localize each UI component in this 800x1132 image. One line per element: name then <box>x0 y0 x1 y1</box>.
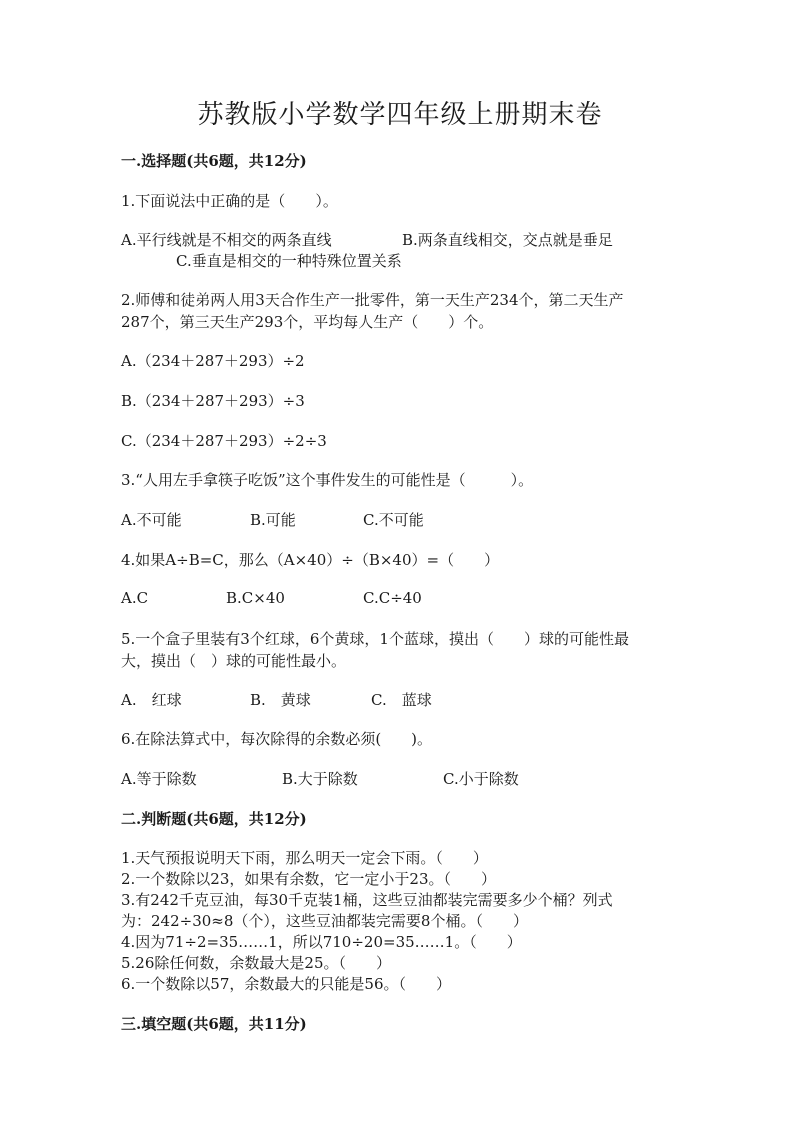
section-1-heading: 一.选择题(共6题，共12分) <box>121 152 307 170</box>
q5-option-c: C. 蓝球 <box>371 691 432 709</box>
q3-stem: 3.“人用左手拿筷子吃饭”这个事件发生的可能性是（ ）。 <box>121 471 534 489</box>
q6-option-c: C.小于除数 <box>443 770 519 788</box>
q5-option-a: A. 红球 <box>121 691 182 709</box>
q2-option-b: B.（234＋287＋293）÷3 <box>121 392 305 410</box>
q5-stem-line2: 大，摸出（ ）球的可能性最小。 <box>121 652 347 670</box>
judge-item-4: 4.因为71÷2=35……1，所以710÷20=35……1。（ ） <box>121 933 522 951</box>
q1-stem: 1.下面说法中正确的是（ ）。 <box>121 192 338 210</box>
judge-item-3-line1: 3.有242千克豆油，每30千克装1桶，这些豆油都装完需要多少个桶？列式 <box>121 891 613 909</box>
q3-option-c: C.不可能 <box>363 511 424 529</box>
q1-option-a: A.平行线就是不相交的两条直线 <box>121 231 332 249</box>
q2-stem-line2: 287个，第三天生产293个，平均每人生产（ ）个。 <box>121 313 494 331</box>
q5-stem-line1: 5.一个盒子里装有3个红球，6个黄球，1个蓝球，摸出（ ）球的可能性最 <box>121 630 629 648</box>
judge-item-2: 2.一个数除以23，如果有余数，它一定小于23。（ ） <box>121 870 496 888</box>
judge-item-1: 1.天气预报说明天下雨，那么明天一定会下雨。（ ） <box>121 849 488 867</box>
page-title: 苏教版小学数学四年级上册期末卷 <box>197 100 603 130</box>
judge-item-5: 5.26除任何数，余数最大是25。（ ） <box>121 954 391 972</box>
section-2-heading: 二.判断题(共6题，共12分) <box>121 810 307 828</box>
q6-option-a: A.等于除数 <box>121 770 197 788</box>
q4-option-b: B.C×40 <box>226 589 285 607</box>
q6-stem: 6.在除法算式中，每次除得的余数必须( )。 <box>121 730 433 748</box>
q3-option-a: A.不可能 <box>121 511 182 529</box>
q1-option-b: B.两条直线相交，交点就是垂足 <box>402 231 613 249</box>
q4-option-c: C.C÷40 <box>363 589 422 607</box>
q2-option-c: C.（234＋287＋293）÷2÷3 <box>121 432 327 450</box>
judge-item-6: 6.一个数除以57，余数最大的只能是56。（ ） <box>121 975 451 993</box>
judge-item-3-line2: 为：242÷30≈8（个），这些豆油都装完需要8个桶。（ ） <box>121 912 528 930</box>
q4-stem: 4.如果A÷B=C，那么（A×40）÷（B×40）=（ ） <box>121 551 500 569</box>
q5-option-b: B. 黄球 <box>250 691 311 709</box>
q6-option-b: B.大于除数 <box>282 770 358 788</box>
q2-option-a: A.（234＋287＋293）÷2 <box>121 352 305 370</box>
q4-option-a: A.C <box>121 589 149 607</box>
q1-option-c: C.垂直是相交的一种特殊位置关系 <box>176 252 402 270</box>
q2-stem-line1: 2.师傅和徒弟两人用3天合作生产一批零件，第一天生产234个，第二天生产 <box>121 291 624 309</box>
q3-option-b: B.可能 <box>250 511 296 529</box>
section-3-heading: 三.填空题(共6题，共11分) <box>121 1015 307 1033</box>
